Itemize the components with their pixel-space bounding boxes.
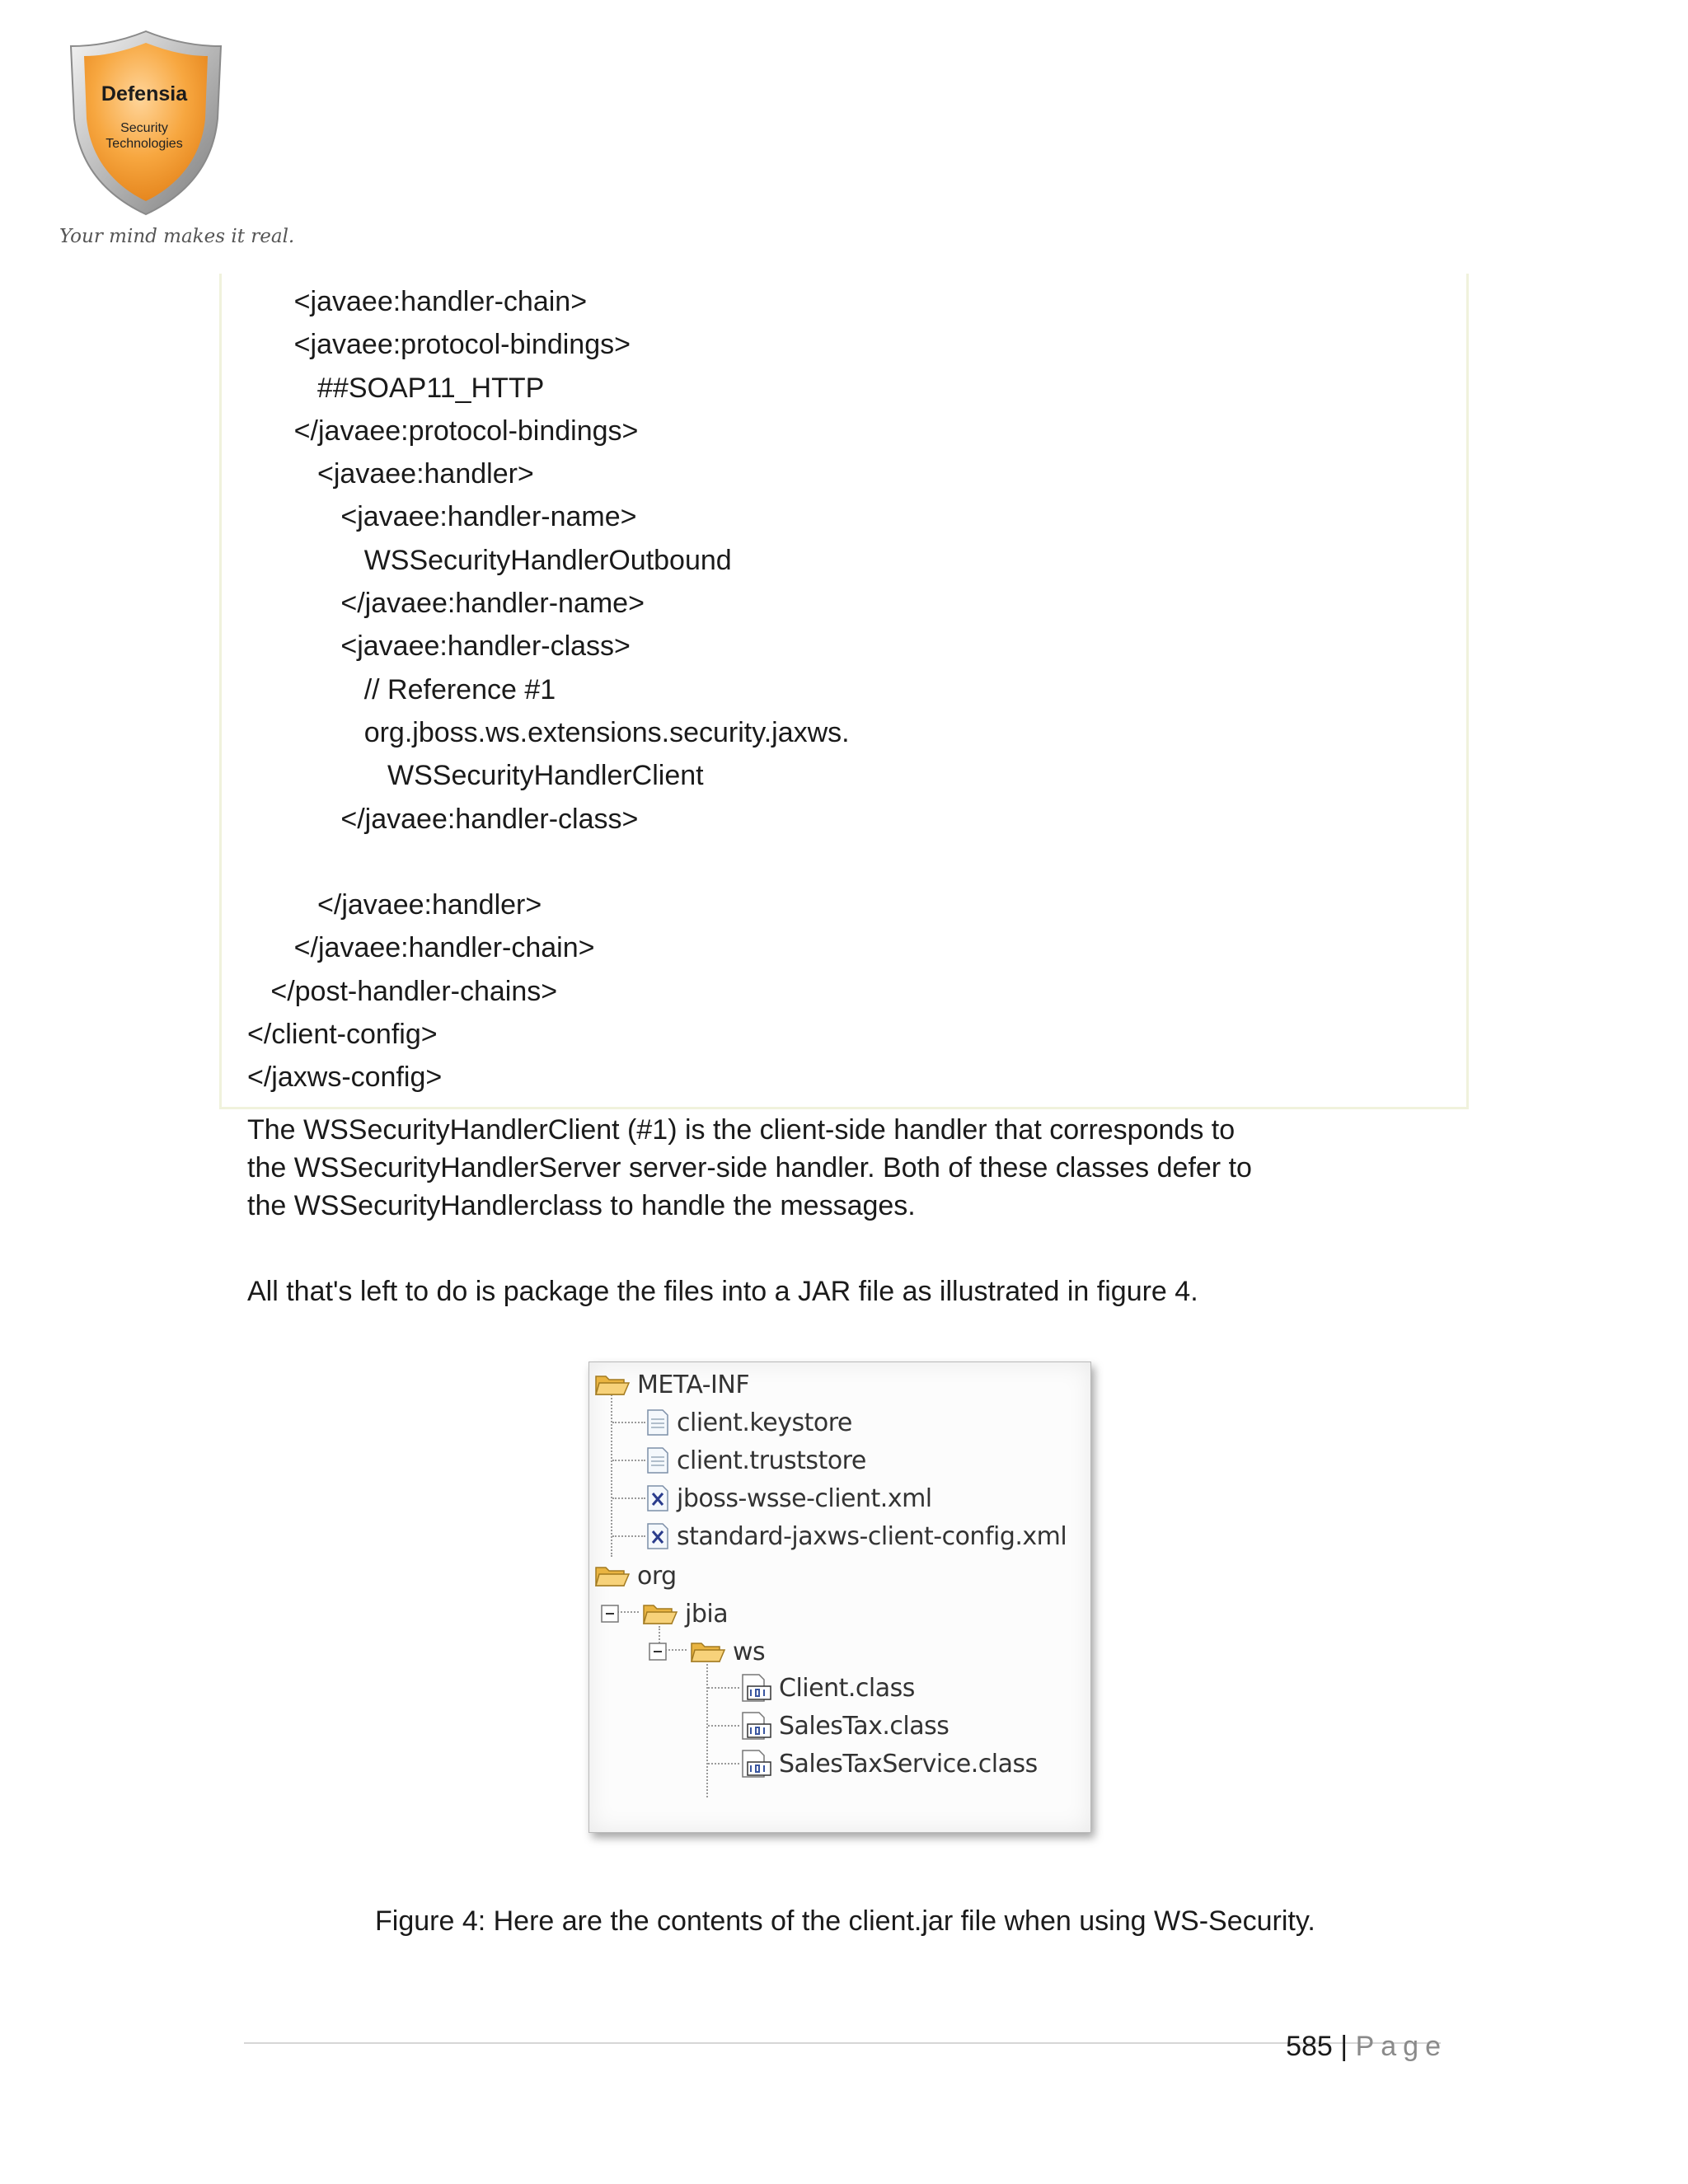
code-line: WSSecurityHandlerOutbound <box>247 544 732 576</box>
tree-guide-line <box>612 1460 645 1461</box>
tree-file-standard-config-xml[interactable] <box>645 1517 1067 1555</box>
collapse-icon[interactable] <box>599 1603 621 1624</box>
tree-label: Client.class <box>779 1673 915 1703</box>
tree-folder-ws[interactable] <box>647 1633 765 1671</box>
tree-guide-line <box>612 1422 645 1423</box>
code-line: </javaee:handler> <box>247 889 542 921</box>
folder-open-icon <box>594 1371 631 1398</box>
logo-tagline: Your mind makes it real. <box>59 226 295 247</box>
tree-label: SalesTax.class <box>779 1711 950 1741</box>
folder-open-icon <box>690 1638 726 1665</box>
body-paragraph-handler <box>247 1111 1319 1225</box>
logo-brand-text: Defensia <box>101 82 188 105</box>
tree-label: org <box>637 1561 677 1591</box>
footer-separator: | <box>1340 2031 1348 2062</box>
tree-folder-meta-inf[interactable] <box>594 1366 749 1404</box>
code-listing <box>247 280 850 1099</box>
page-number: 585 <box>1286 2031 1333 2062</box>
code-line: org.jboss.ws.extensions.security.jaxws. <box>247 716 850 748</box>
page-footer <box>1266 2031 1447 2063</box>
footer-divider <box>244 2042 1441 2044</box>
code-line-blank <box>247 841 850 883</box>
tree-label: META-INF <box>637 1370 750 1399</box>
class-file-icon <box>739 1673 772 1703</box>
paragraph-line: the WSSecurityHandlerclass to handle the messages. <box>247 1190 916 1221</box>
tree-file-client-keystore[interactable] <box>645 1404 852 1441</box>
figure-caption: Figure 4: Here are the contents of the client.jar file when using WS-Security. <box>375 1905 1315 1937</box>
code-line: </javaee:handler-chain> <box>247 932 595 964</box>
code-line: </post-handler-chains> <box>247 975 558 1007</box>
tree-guide-line <box>611 1392 612 1557</box>
paragraph-line: the WSSecurityHandlerServer server-side handler. Both of these classes defer to <box>247 1152 1252 1183</box>
xml-file-icon <box>645 1522 670 1550</box>
code-line: <javaee:protocol-bindings> <box>247 329 631 361</box>
tree-file-client-truststore[interactable] <box>645 1441 866 1479</box>
text-file-icon <box>645 1446 670 1474</box>
tree-folder-jbia[interactable] <box>599 1595 728 1633</box>
code-line: <javaee:handler> <box>247 458 534 490</box>
tree-file-jboss-wsse-client-xml[interactable] <box>645 1479 932 1517</box>
collapse-icon[interactable] <box>647 1641 668 1662</box>
jar-contents-figure <box>588 1361 1091 1833</box>
tree-guide-line <box>708 1687 739 1689</box>
code-line: // Reference #1 <box>247 673 556 705</box>
tree-label: SalesTaxService.class <box>779 1749 1038 1779</box>
code-line: </javaee:handler-class> <box>247 803 639 835</box>
text-file-icon <box>645 1408 670 1436</box>
page-label: Page <box>1355 2031 1447 2062</box>
code-line: <javaee:handler-class> <box>247 630 631 663</box>
tree-file-salestaxservice-class[interactable] <box>739 1745 1038 1783</box>
tree-file-client-class[interactable] <box>739 1669 915 1707</box>
logo-subtitle-line1: Security <box>120 121 168 135</box>
logo-subtitle <box>68 120 221 152</box>
tree-label: client.truststore <box>677 1446 866 1475</box>
code-line: </client-config> <box>247 1019 438 1051</box>
code-line: ##SOAP11_HTTP <box>247 372 545 404</box>
tree-label: jboss-wsse-client.xml <box>677 1483 932 1513</box>
paragraph-line: The WSSecurityHandlerClient (#1) is the client-side handler that corresponds to <box>247 1114 1236 1146</box>
folder-open-icon <box>594 1563 631 1589</box>
code-line: </javaee:handler-name> <box>247 588 645 620</box>
tree-label: jbia <box>685 1599 729 1629</box>
code-line: WSSecurityHandlerClient <box>247 760 704 792</box>
tree-label: client.keystore <box>677 1408 852 1437</box>
tree-label: standard-jaxws-client-config.xml <box>677 1521 1067 1551</box>
tree-folder-org[interactable] <box>594 1557 677 1595</box>
tree-guide-line <box>612 1497 645 1499</box>
tree-guide-line <box>612 1535 645 1537</box>
class-file-icon <box>739 1749 772 1779</box>
code-line: <javaee:handler-name> <box>247 501 637 533</box>
folder-open-icon <box>642 1601 678 1627</box>
tree-label: ws <box>733 1637 766 1666</box>
code-line: <javaee:handler-chain> <box>247 286 588 317</box>
body-paragraph-package: All that's left to do is package the files into a JAR file as illustrated in figure 4. <box>247 1276 1198 1307</box>
xml-file-icon <box>645 1484 670 1512</box>
company-logo <box>54 28 295 259</box>
code-line: </jaxws-config> <box>247 1062 443 1094</box>
class-file-icon <box>739 1711 772 1741</box>
code-line: </javaee:protocol-bindings> <box>247 415 639 447</box>
tree-guide-line <box>708 1763 739 1765</box>
tree-file-salestax-class[interactable] <box>739 1707 949 1745</box>
tree-guide-line <box>706 1664 708 1797</box>
logo-subtitle-line2: Technologies <box>106 137 183 151</box>
tree-guide-line <box>708 1725 739 1727</box>
